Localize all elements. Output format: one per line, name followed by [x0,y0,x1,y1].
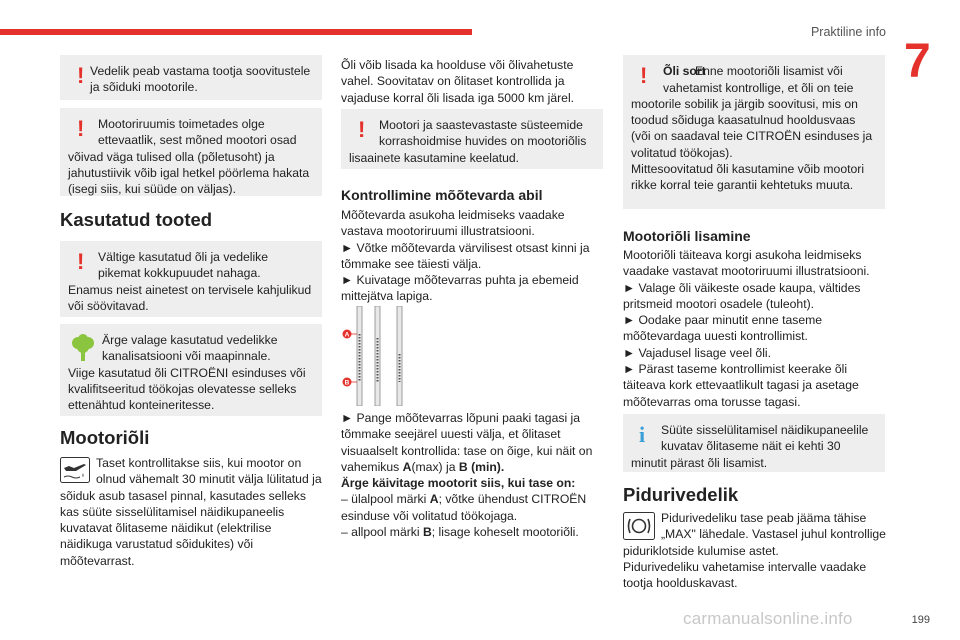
info-box-oil-gauge [623,414,885,472]
warning-icon: ! [77,249,85,274]
warning-bold-line: Ärge käivitage mootorit siis, kui tase on: [341,476,576,491]
step-pull: ► Võtke mõõtevarda värvilisest otsast kinni ja tõmmake see täiesti välja. [341,240,590,271]
oil-grade-text: Enne mootoriõli lisamist või vahetamist kontrollige, et õli on teie mootorile sobilik ja järgib soovitusi, mis on toodud sõiduga kaasatulnud hooldusvaas (või on saadaval teie CITROËN esinduses ja volitatud töökojas). [631,64,873,160]
watermark: carmanualsonline.info [683,609,853,628]
oil-level-icon [60,455,96,485]
mark-b-label: B [344,379,350,387]
heading-engine-oil: Mootoriõli [60,427,150,448]
warning-icon: ! [640,63,648,88]
info-text: i Süüte sisselülitamisel näidikupaneelile kuvatav õlitaseme näit ei kehti 30 minutit pärast õli lisamist. [631,422,869,470]
environment-text: Ärge valage kasutatud vedelikke kanalisatsiooni või maapinnale. [68,332,314,365]
warning-text: ! Vältige kasutatud õli ja vedelike pikemat kokkupuudet nahaga. [68,249,314,282]
dipstick-check-text [341,410,603,540]
tree-icon [68,332,102,362]
heading-oil-topup: Mootoriõli lisamine [623,228,751,244]
oil-grade-warning: Mittesoovitatud õli kasutamine võib mootori rikke korral teie garantii kehtetuks muuta. [631,162,865,193]
topup-step-close: ► Pärast taseme kontrollimist keerake õli täiteava kork ettevaatlikult tagasi ja asetage mõõtevarras oma torusse tagasi. [623,362,859,409]
warning-text: ! Mootoriruumis toimetades olge ettevaatlik, sest mõned mootori osad võivad väga tulised olla (põletusoht) ja jahutustiivik võib igal hetkel pöörlema hakata (isegi siis, kui süüde on väljas). [68,116,310,197]
topup-step-wait: ► Oodake paar minutit enne taseme mõõtevardaga uuesti kontrollimist. [623,313,823,344]
page-number: 199 [911,614,930,626]
warning-box-skin [60,241,322,317]
warning-text: ! Mootori ja saastevastaste süsteemide korrashoidmise huvides on mootoriõlis lisaainete kasutamine keelatud. [349,117,587,165]
dash-below-b: – allpool märki B; lisage koheselt mootoriõli. [341,525,579,540]
dipstick-instructions [341,207,603,305]
warning-icon: ! [77,116,85,141]
step-wipe: ► Kuivatage mõõtevarras puhta ja ebemeid mittejätva lapiga. [341,273,579,304]
warning-text-2: Enamus neist ainetest on tervisele kahjulikud või söövitavad. [68,282,312,313]
environment-text-2: Viige kasutatud õli CITROËNI esinduses või kvalifitseeritud töökojas olevatesse selleks ettenähtud konteineritesse. [68,365,306,413]
warning-icon: ! [358,117,366,142]
chapter-number: 7 [904,35,931,88]
dipstick-illustration [341,306,441,406]
dipstick-text: Mõõtevarda asukoha leidmiseks vaadake vastava mootoriruumi illustratsiooni. [341,208,565,239]
header-red-bar [0,29,472,35]
section-title: Praktiline info [810,25,886,39]
brake-fluid-text [623,510,887,591]
warning-box-engine [60,108,322,196]
oil-text: Taset kontrollitakse siis, kui mootor on olnud vähemalt 30 minutit välja lülitatud ja sõiduk asub tasasel pinnal, kasutades selleks kas süüte sisselülitamisel näidikupaneelis kuvatavat õlitaseme näidikut (elektrilise näidikuga varustatud sõidukites) või mõõtevarrast. [60,456,322,568]
topup-step-pour: ► Valage õli väikeste osade kaupa, vältides pritsmeid mootori osadele (tuleoht). [623,280,861,311]
brake-warning-icon [623,510,661,542]
warning-box-oil-grade [623,55,885,209]
dash-above-a: – ülalpool märki A; võtke ühendust CITROËN esinduse või volitatud töökojaga. [341,492,587,523]
warning-box-additives [341,109,603,169]
brake-interval-text: Pidurivedeliku vahetamise intervalle vaadake tootja hoolduskavast. [623,559,867,591]
oil-text-block [60,455,322,569]
heading-used-products: Kasutatud tooted [60,209,213,230]
step-reinsert: ► Pange mõõtevarras lõpuni paaki tagasi ja tõmmake seejärel uuesti välja, et õlitaset visuaalselt kontrollida: tase on õige, kui näit on vahemikus A(max) ja B (min). [341,411,593,474]
oil-intro: Õli võib lisada ka hoolduse või õlivahetuste vahel. Soovitatav on õlitaset kontrollida ja vajaduse korral õli lisada iga 5000 km järel. [341,58,575,105]
topup-intro: Mootoriõli täiteava korgi asukoha leidmiseks vaadake vastavat mootoriruumi illustratsiooni. [623,248,870,279]
topup-step-more: ► Vajadusel lisage veel õli. [623,345,772,360]
warning-text: Vedelik peab vastama tootja soovitustele ja sõiduki mootorile. [90,64,311,95]
oil-grade-title: ! Õli sort [631,63,877,79]
oil-topup-text [623,247,885,410]
warning-icon: ! [77,63,85,88]
mark-a-label: A [344,331,350,339]
heading-brake-fluid: Pidurivedelik [623,484,739,505]
heading-dipstick: Kontrollimine mõõtevarda abil [341,187,543,203]
environment-box [60,324,322,416]
info-icon: i [639,422,646,447]
warning-box-fluid [60,55,322,100]
brake-text: Pidurivedeliku tase peab jääma tähise „MAX" lähedale. Vastasel juhul kontrollige piduriklotside kulumise astet. [623,511,886,558]
